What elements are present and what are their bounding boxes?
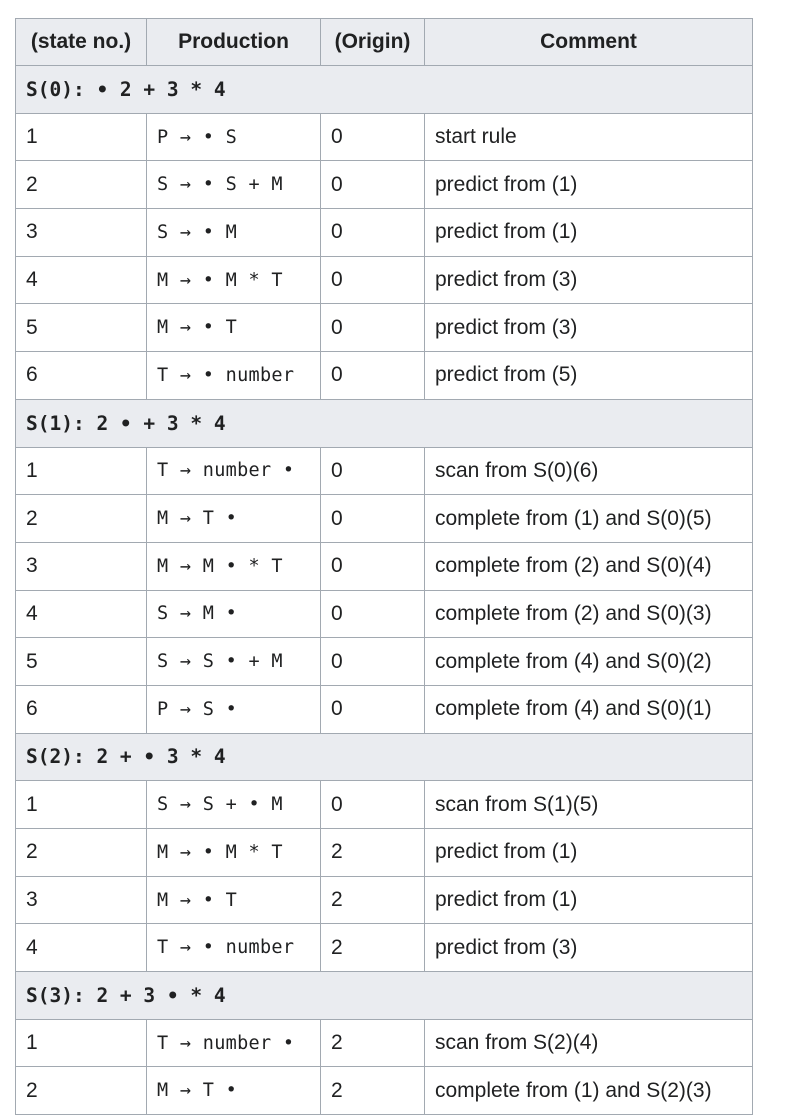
table-row bbox=[16, 113, 753, 161]
header-row bbox=[16, 19, 753, 66]
state-number-cell: 3 bbox=[16, 542, 147, 590]
state-set-label: S(1): 2 • + 3 * 4 bbox=[16, 399, 753, 447]
state-number-cell: 4 bbox=[16, 256, 147, 304]
origin-cell: 2 bbox=[321, 876, 425, 924]
production-cell: P → S • bbox=[147, 685, 321, 733]
comment-cell: predict from (5) bbox=[425, 352, 753, 400]
table-row bbox=[16, 1067, 753, 1115]
comment-cell: complete from (2) and S(0)(3) bbox=[425, 590, 753, 638]
origin-cell: 0 bbox=[321, 495, 425, 543]
origin-cell: 0 bbox=[321, 685, 425, 733]
comment-cell: complete from (2) and S(0)(4) bbox=[425, 542, 753, 590]
production-cell: S → S + • M bbox=[147, 781, 321, 829]
comment-cell: predict from (1) bbox=[425, 829, 753, 877]
origin-cell: 2 bbox=[321, 1019, 425, 1067]
table-row bbox=[16, 781, 753, 829]
state-set-label: S(3): 2 + 3 • * 4 bbox=[16, 972, 753, 1020]
comment-cell: predict from (1) bbox=[425, 161, 753, 209]
comment-cell: complete from (1) and S(2)(3) bbox=[425, 1067, 753, 1115]
production-cell: M → • M * T bbox=[147, 256, 321, 304]
production-cell: M → • T bbox=[147, 304, 321, 352]
comment-cell: predict from (3) bbox=[425, 924, 753, 972]
table-row bbox=[16, 685, 753, 733]
table-row bbox=[16, 638, 753, 686]
origin-cell: 0 bbox=[321, 638, 425, 686]
comment-cell: predict from (1) bbox=[425, 876, 753, 924]
origin-cell: 0 bbox=[321, 113, 425, 161]
production-cell: S → • S + M bbox=[147, 161, 321, 209]
table-row bbox=[16, 495, 753, 543]
origin-cell: 2 bbox=[321, 1067, 425, 1115]
production-cell: M → M • * T bbox=[147, 542, 321, 590]
table-row bbox=[16, 829, 753, 877]
header-state-no: (state no.) bbox=[16, 19, 147, 66]
table-body bbox=[16, 66, 753, 1115]
state-number-cell: 2 bbox=[16, 829, 147, 877]
origin-cell: 2 bbox=[321, 924, 425, 972]
header-origin: (Origin) bbox=[321, 19, 425, 66]
comment-cell: predict from (1) bbox=[425, 209, 753, 257]
table-row bbox=[16, 447, 753, 495]
state-set-header bbox=[16, 733, 753, 781]
state-number-cell: 4 bbox=[16, 924, 147, 972]
production-cell: M → • M * T bbox=[147, 829, 321, 877]
origin-cell: 0 bbox=[321, 304, 425, 352]
production-cell: T → • number bbox=[147, 924, 321, 972]
table-row bbox=[16, 304, 753, 352]
state-set-header bbox=[16, 399, 753, 447]
table-row bbox=[16, 256, 753, 304]
table-row bbox=[16, 1019, 753, 1067]
header-production: Production bbox=[147, 19, 321, 66]
production-cell: M → T • bbox=[147, 495, 321, 543]
state-number-cell: 5 bbox=[16, 638, 147, 686]
production-cell: T → • number bbox=[147, 352, 321, 400]
production-cell: S → M • bbox=[147, 590, 321, 638]
comment-cell: scan from S(1)(5) bbox=[425, 781, 753, 829]
comment-cell: predict from (3) bbox=[425, 256, 753, 304]
origin-cell: 0 bbox=[321, 352, 425, 400]
state-number-cell: 5 bbox=[16, 304, 147, 352]
comment-cell: scan from S(0)(6) bbox=[425, 447, 753, 495]
origin-cell: 0 bbox=[321, 256, 425, 304]
origin-cell: 0 bbox=[321, 590, 425, 638]
comment-cell: complete from (4) and S(0)(2) bbox=[425, 638, 753, 686]
production-cell: T → number • bbox=[147, 447, 321, 495]
table-row bbox=[16, 209, 753, 257]
state-number-cell: 1 bbox=[16, 781, 147, 829]
state-number-cell: 2 bbox=[16, 161, 147, 209]
origin-cell: 0 bbox=[321, 542, 425, 590]
state-number-cell: 2 bbox=[16, 495, 147, 543]
earley-parse-table bbox=[15, 18, 753, 1115]
origin-cell: 0 bbox=[321, 161, 425, 209]
production-cell: P → • S bbox=[147, 113, 321, 161]
table-row bbox=[16, 876, 753, 924]
state-set-header bbox=[16, 66, 753, 114]
origin-cell: 0 bbox=[321, 781, 425, 829]
table-row bbox=[16, 161, 753, 209]
table-row bbox=[16, 352, 753, 400]
state-number-cell: 3 bbox=[16, 209, 147, 257]
state-number-cell: 6 bbox=[16, 685, 147, 733]
table-row bbox=[16, 924, 753, 972]
header-comment: Comment bbox=[425, 19, 753, 66]
state-number-cell: 3 bbox=[16, 876, 147, 924]
state-number-cell: 6 bbox=[16, 352, 147, 400]
state-number-cell: 4 bbox=[16, 590, 147, 638]
comment-cell: predict from (3) bbox=[425, 304, 753, 352]
comment-cell: complete from (1) and S(0)(5) bbox=[425, 495, 753, 543]
comment-cell: scan from S(2)(4) bbox=[425, 1019, 753, 1067]
state-number-cell: 2 bbox=[16, 1067, 147, 1115]
state-set-label: S(2): 2 + • 3 * 4 bbox=[16, 733, 753, 781]
production-cell: S → • M bbox=[147, 209, 321, 257]
origin-cell: 0 bbox=[321, 447, 425, 495]
table-row bbox=[16, 542, 753, 590]
production-cell: S → S • + M bbox=[147, 638, 321, 686]
state-set-label: S(0): • 2 + 3 * 4 bbox=[16, 66, 753, 114]
production-cell: M → • T bbox=[147, 876, 321, 924]
production-cell: T → number • bbox=[147, 1019, 321, 1067]
state-number-cell: 1 bbox=[16, 447, 147, 495]
state-number-cell: 1 bbox=[16, 1019, 147, 1067]
state-set-header bbox=[16, 972, 753, 1020]
comment-cell: complete from (4) and S(0)(1) bbox=[425, 685, 753, 733]
state-number-cell: 1 bbox=[16, 113, 147, 161]
comment-cell: start rule bbox=[425, 113, 753, 161]
origin-cell: 2 bbox=[321, 829, 425, 877]
origin-cell: 0 bbox=[321, 209, 425, 257]
production-cell: M → T • bbox=[147, 1067, 321, 1115]
table-row bbox=[16, 590, 753, 638]
